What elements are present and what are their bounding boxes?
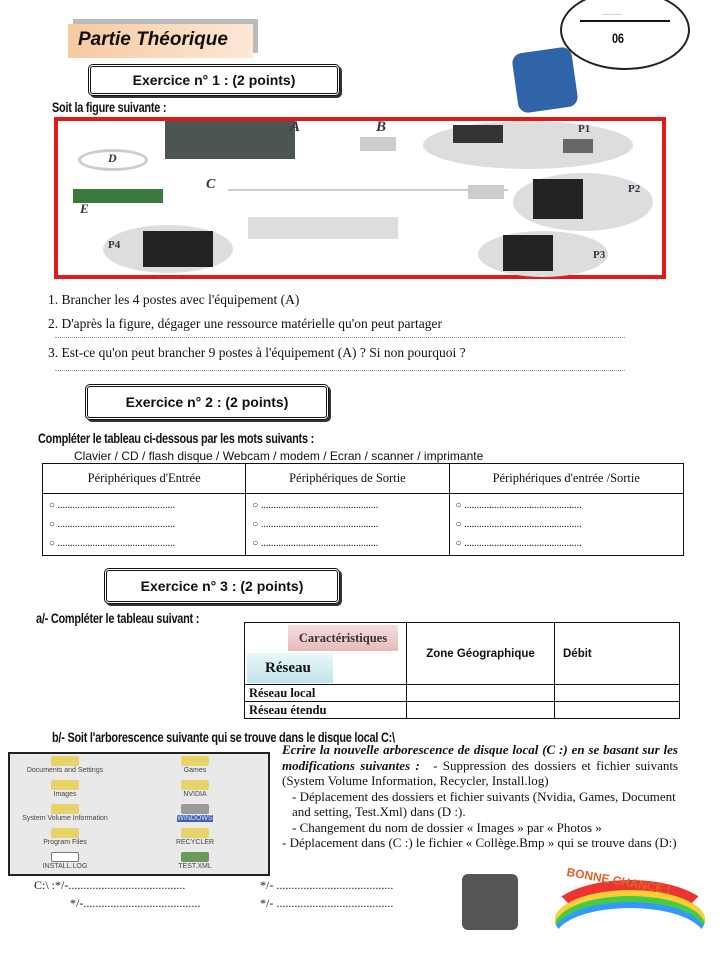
score-total: 06 <box>612 30 624 46</box>
label-E: E <box>80 201 89 216</box>
folder-item[interactable]: System Volume Information <box>20 804 110 822</box>
corner-characteristics: Caractéristiques <box>288 625 398 651</box>
student-photo-illustration <box>462 874 518 930</box>
folder-item[interactable]: Program Files <box>20 828 110 846</box>
label-P2: P2 <box>628 183 641 195</box>
folder-item[interactable]: Images <box>20 780 110 798</box>
mascot-illustration <box>511 46 579 114</box>
answer-line[interactable] <box>55 337 625 338</box>
slot-B <box>360 137 396 151</box>
word-list: Clavier / CD / flash disque / Webcam / modem / Ecran / scanner / imprimante <box>74 449 484 463</box>
tree-instructions <box>282 742 678 851</box>
score-blank: .......... <box>602 8 622 17</box>
score-divider <box>580 20 670 22</box>
exercise1-title: Exercice n° 1 : (2 points) <box>88 64 340 96</box>
exercise3-title: Exercice n° 3 : (2 points) <box>104 568 340 604</box>
blank-item[interactable]: ○ ............................................... <box>49 500 176 511</box>
label-D: D <box>108 151 117 165</box>
label-P4: P4 <box>108 239 121 251</box>
good-luck-text: BONNE CHANCE ! <box>565 864 672 898</box>
question-3: 3. Est-ce qu'on peut brancher 9 postes à l'équipement (A) ? Si non pourquoi ? <box>48 345 466 360</box>
answer-line[interactable]: */- ....................................... <box>260 896 394 910</box>
network-table <box>244 622 680 719</box>
computer-icon <box>503 235 553 271</box>
exercise2-title: Exercice n° 2 : (2 points) <box>85 384 329 420</box>
exercise2-instruction: Compléter le tableau ci-dessous par les mots suivants : <box>38 430 314 446</box>
col-header: Débit <box>555 623 680 685</box>
blank-item[interactable]: ○ ............................................... <box>252 538 379 549</box>
label-A: A <box>290 119 301 135</box>
blank-item[interactable]: ○ ............................................... <box>252 519 379 530</box>
instruction-delete: - Suppression des dossiers et fichier suivants (System Volume Information, Recycler, Install.log) <box>282 757 679 788</box>
port-panel <box>248 217 398 239</box>
col-header: Périphériques de Sortie <box>246 464 449 494</box>
folder-item[interactable]: RECYCLER <box>150 828 240 846</box>
blank-item[interactable]: ○ ............................................... <box>455 500 582 511</box>
table-row: Réseau étendu <box>245 702 680 719</box>
folder-item[interactable]: Documents and Settings <box>20 756 110 774</box>
file-item[interactable]: TEST.XML <box>150 852 240 870</box>
question-2: 2. D'après la figure, dégager une ressource matérielle qu'on peut partager <box>48 316 442 331</box>
exercise1-intro: Soit la figure suivante : <box>52 99 167 115</box>
blank-item[interactable]: ○ ............................................... <box>252 500 379 511</box>
col-header: Périphériques d'Entrée <box>43 464 246 494</box>
folder-tree <box>8 752 270 876</box>
label-P3: P3 <box>593 249 606 261</box>
peripherals-table <box>42 463 684 556</box>
answer-line[interactable]: C:\ :*/-....................................... <box>34 878 186 892</box>
blank-item[interactable]: ○ ............................................... <box>455 519 582 530</box>
instruction-rename: - Changement du nom de dossier « Images » par « Photos » <box>292 819 602 835</box>
cable-lines <box>228 189 508 191</box>
answer-line[interactable]: */- ....................................... <box>260 878 394 892</box>
rainbow-illustration <box>545 880 715 960</box>
folder-item[interactable]: NVIDIA <box>150 780 240 798</box>
printer-icon <box>563 139 593 153</box>
blank-item[interactable]: ○ ............................................... <box>455 538 582 549</box>
folder-item[interactable]: Games <box>150 756 240 774</box>
instruction-intro: Ecrire la nouvelle arborescence de disque local (C :) en se basant sur les modifications suivantes : <box>282 742 678 773</box>
corner-network: Réseau <box>247 653 333 683</box>
question-1: 1. Brancher les 4 postes avec l'équipement (A) <box>48 292 300 307</box>
label-C: C <box>206 177 216 192</box>
part-b-label: b/- Soit l'arborescence suivante qui se trouve dans le disque local C:\ <box>52 729 395 745</box>
folder-item-selected[interactable]: WINDOWS <box>150 804 240 822</box>
label-P1: P1 <box>578 123 591 135</box>
score-cloud <box>560 0 690 70</box>
computer-icon <box>143 231 213 267</box>
col-header: Périphériques d'entrée /Sortie <box>449 464 683 494</box>
blank-item[interactable]: ○ ............................................... <box>49 538 176 549</box>
table-row: Réseau local <box>245 685 680 702</box>
computer-icon <box>533 179 583 219</box>
switch-device-A <box>165 121 295 159</box>
answer-line[interactable]: */-....................................... <box>70 896 201 910</box>
label-B: B <box>376 119 387 135</box>
part-a-label: a/- Compléter le tableau suivant : <box>36 610 200 626</box>
slot-P2 <box>468 185 504 199</box>
instruction-move-file: - Déplacement dans (C :) le fichier « Collège.Bmp » qui se trouve dans (D:) <box>282 835 677 850</box>
laptop-icon <box>453 125 503 143</box>
col-header: Zone Géographique <box>407 623 555 685</box>
instruction-move: - Déplacement des dossiers et fichier suivants (Nvidia, Games, Document and setting, Test.Xml) dans (D :). <box>292 788 676 819</box>
section-title: Partie Théorique <box>68 24 253 58</box>
file-item[interactable]: INSTALL.LOG <box>20 852 110 870</box>
blank-item[interactable]: ○ ............................................... <box>49 519 176 530</box>
answer-line[interactable] <box>55 370 625 371</box>
network-figure <box>54 117 666 279</box>
